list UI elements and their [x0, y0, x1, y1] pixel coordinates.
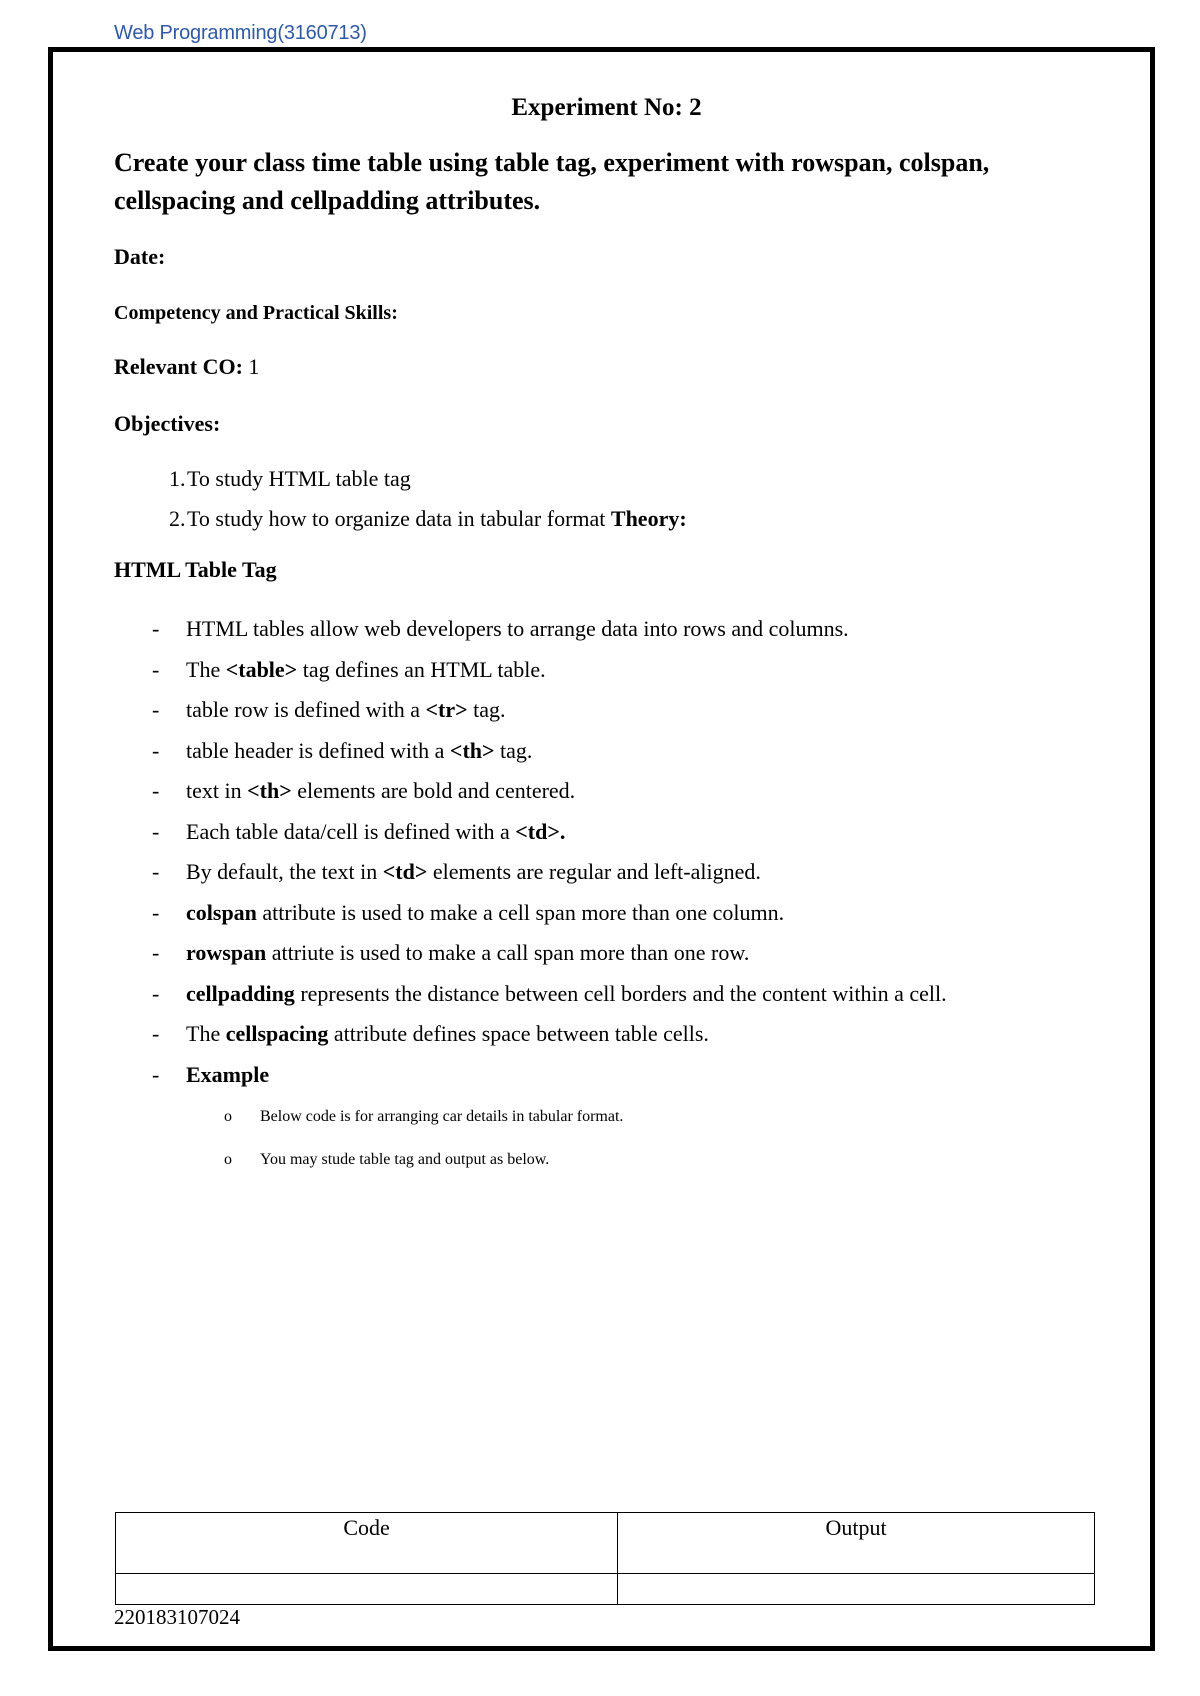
bullet-bold: <th>	[449, 737, 495, 763]
bullet-text: attriute is used to make a call span more than one row.	[266, 940, 750, 965]
output-column-header: Output	[618, 1513, 1095, 1574]
bullet-item	[114, 812, 1099, 853]
bullet-text: represents the distance between cell borders and the content within a cell.	[294, 980, 947, 1006]
example-sub-list	[114, 1095, 1099, 1181]
sub-bullet-text: You may stude table tag and output as below.	[260, 1151, 550, 1168]
bullet-bold: Example	[186, 1061, 270, 1087]
bullet-item	[114, 731, 1099, 772]
theory-bullet-list	[114, 609, 1099, 1095]
bullet-text: attribute defines space between table cells.	[328, 1021, 709, 1046]
bullet-item	[114, 1055, 1099, 1096]
sub-bullet-item	[114, 1095, 1099, 1138]
objective-text: To study how to organize data in tabular format	[187, 506, 611, 531]
document-body	[114, 88, 1099, 1181]
dash-marker: -	[152, 697, 160, 722]
objective-number: 2.	[169, 506, 186, 531]
bullet-item	[114, 771, 1099, 812]
experiment-title: Experiment No: 2	[511, 94, 702, 121]
relevant-co-field	[114, 352, 1099, 382]
date-field	[114, 242, 1099, 272]
bullet-bold: colspan	[186, 899, 257, 925]
bullet-text: tag.	[494, 737, 533, 763]
bullet-text: tag defines an HTML table.	[297, 656, 546, 682]
experiment-aim: Create your class time table using table tag, experiment with rowspan, colspan, cellspacing and cellpadding attributes.	[114, 148, 990, 215]
objective-item	[169, 459, 1099, 499]
sub-bullet-text: Below code is for arranging car details in tabular format.	[260, 1108, 624, 1125]
dash-marker: -	[152, 616, 160, 641]
dash-marker: -	[152, 1061, 160, 1087]
circle-marker: o	[224, 1151, 232, 1168]
dash-marker: -	[152, 778, 160, 803]
course-header: Web Programming(3160713)	[114, 22, 367, 44]
bullet-bold: cellspacing	[225, 1021, 329, 1046]
bullet-bold: rowspan	[186, 940, 267, 965]
bullet-text: text in	[186, 778, 248, 803]
bullet-text: By default, the text in	[186, 859, 383, 884]
bullet-bold: <td>.	[515, 818, 566, 844]
bullet-text: elements are bold and centered.	[291, 778, 576, 803]
output-cell	[618, 1574, 1095, 1605]
bullet-bold: cellpadding	[186, 980, 295, 1006]
bullet-item	[114, 933, 1099, 974]
bullet-text: tag.	[467, 697, 506, 722]
dash-marker: -	[152, 818, 160, 844]
bullet-item	[114, 852, 1099, 893]
bullet-text: table row is defined with a	[186, 697, 426, 722]
dash-marker: -	[152, 737, 160, 763]
bullet-text: attribute is used to make a cell span more than one column.	[256, 899, 785, 925]
objective-number: 1.	[169, 466, 186, 491]
bullet-bold: <th>	[247, 778, 292, 803]
bullet-bold: <table>	[225, 656, 298, 682]
bullet-item	[114, 650, 1099, 691]
objective-item	[169, 499, 1099, 539]
competency-label: Competency and Practical Skills:	[114, 302, 398, 324]
code-column-header: Code	[116, 1513, 618, 1574]
dash-marker: -	[152, 940, 160, 965]
dash-marker: -	[152, 1021, 160, 1046]
theory-heading: Theory:	[610, 506, 687, 531]
bullet-text: The	[186, 656, 226, 682]
bullet-bold: <td>	[382, 859, 428, 884]
section-title: HTML Table Tag	[114, 557, 277, 582]
bullet-item	[114, 690, 1099, 731]
bullet-bold: <tr>	[425, 697, 468, 722]
table-header-row	[116, 1513, 1095, 1574]
objective-text: To study HTML table tag	[187, 466, 411, 491]
sub-bullet-item	[114, 1138, 1099, 1181]
bullet-text: HTML tables allow web developers to arrange data into rows and columns.	[186, 616, 849, 641]
dash-marker: -	[152, 980, 160, 1006]
circle-marker: o	[224, 1108, 232, 1125]
dash-marker: -	[152, 899, 160, 925]
enrollment-number: 220183107024	[114, 1605, 240, 1629]
dash-marker: -	[152, 859, 160, 884]
bullet-item	[114, 974, 1099, 1015]
objectives-list	[169, 459, 1099, 539]
relevant-co-label: Relevant CO:	[114, 354, 243, 379]
bullet-text: Each table data/cell is defined with a	[186, 818, 516, 844]
bullet-item	[114, 893, 1099, 934]
bullet-text: elements are regular and left-aligned.	[427, 859, 761, 884]
bullet-item	[114, 609, 1099, 650]
relevant-co-value: 1	[242, 354, 260, 379]
dash-marker: -	[152, 656, 160, 682]
code-output-table	[115, 1512, 1095, 1605]
bullet-text: table header is defined with a	[186, 737, 450, 763]
code-cell	[116, 1574, 618, 1605]
objectives-label: Objectives:	[114, 411, 221, 436]
bullet-text: The	[186, 1021, 226, 1046]
date-label: Date:	[114, 244, 166, 269]
table-row	[116, 1574, 1095, 1605]
bullet-item	[114, 1014, 1099, 1055]
